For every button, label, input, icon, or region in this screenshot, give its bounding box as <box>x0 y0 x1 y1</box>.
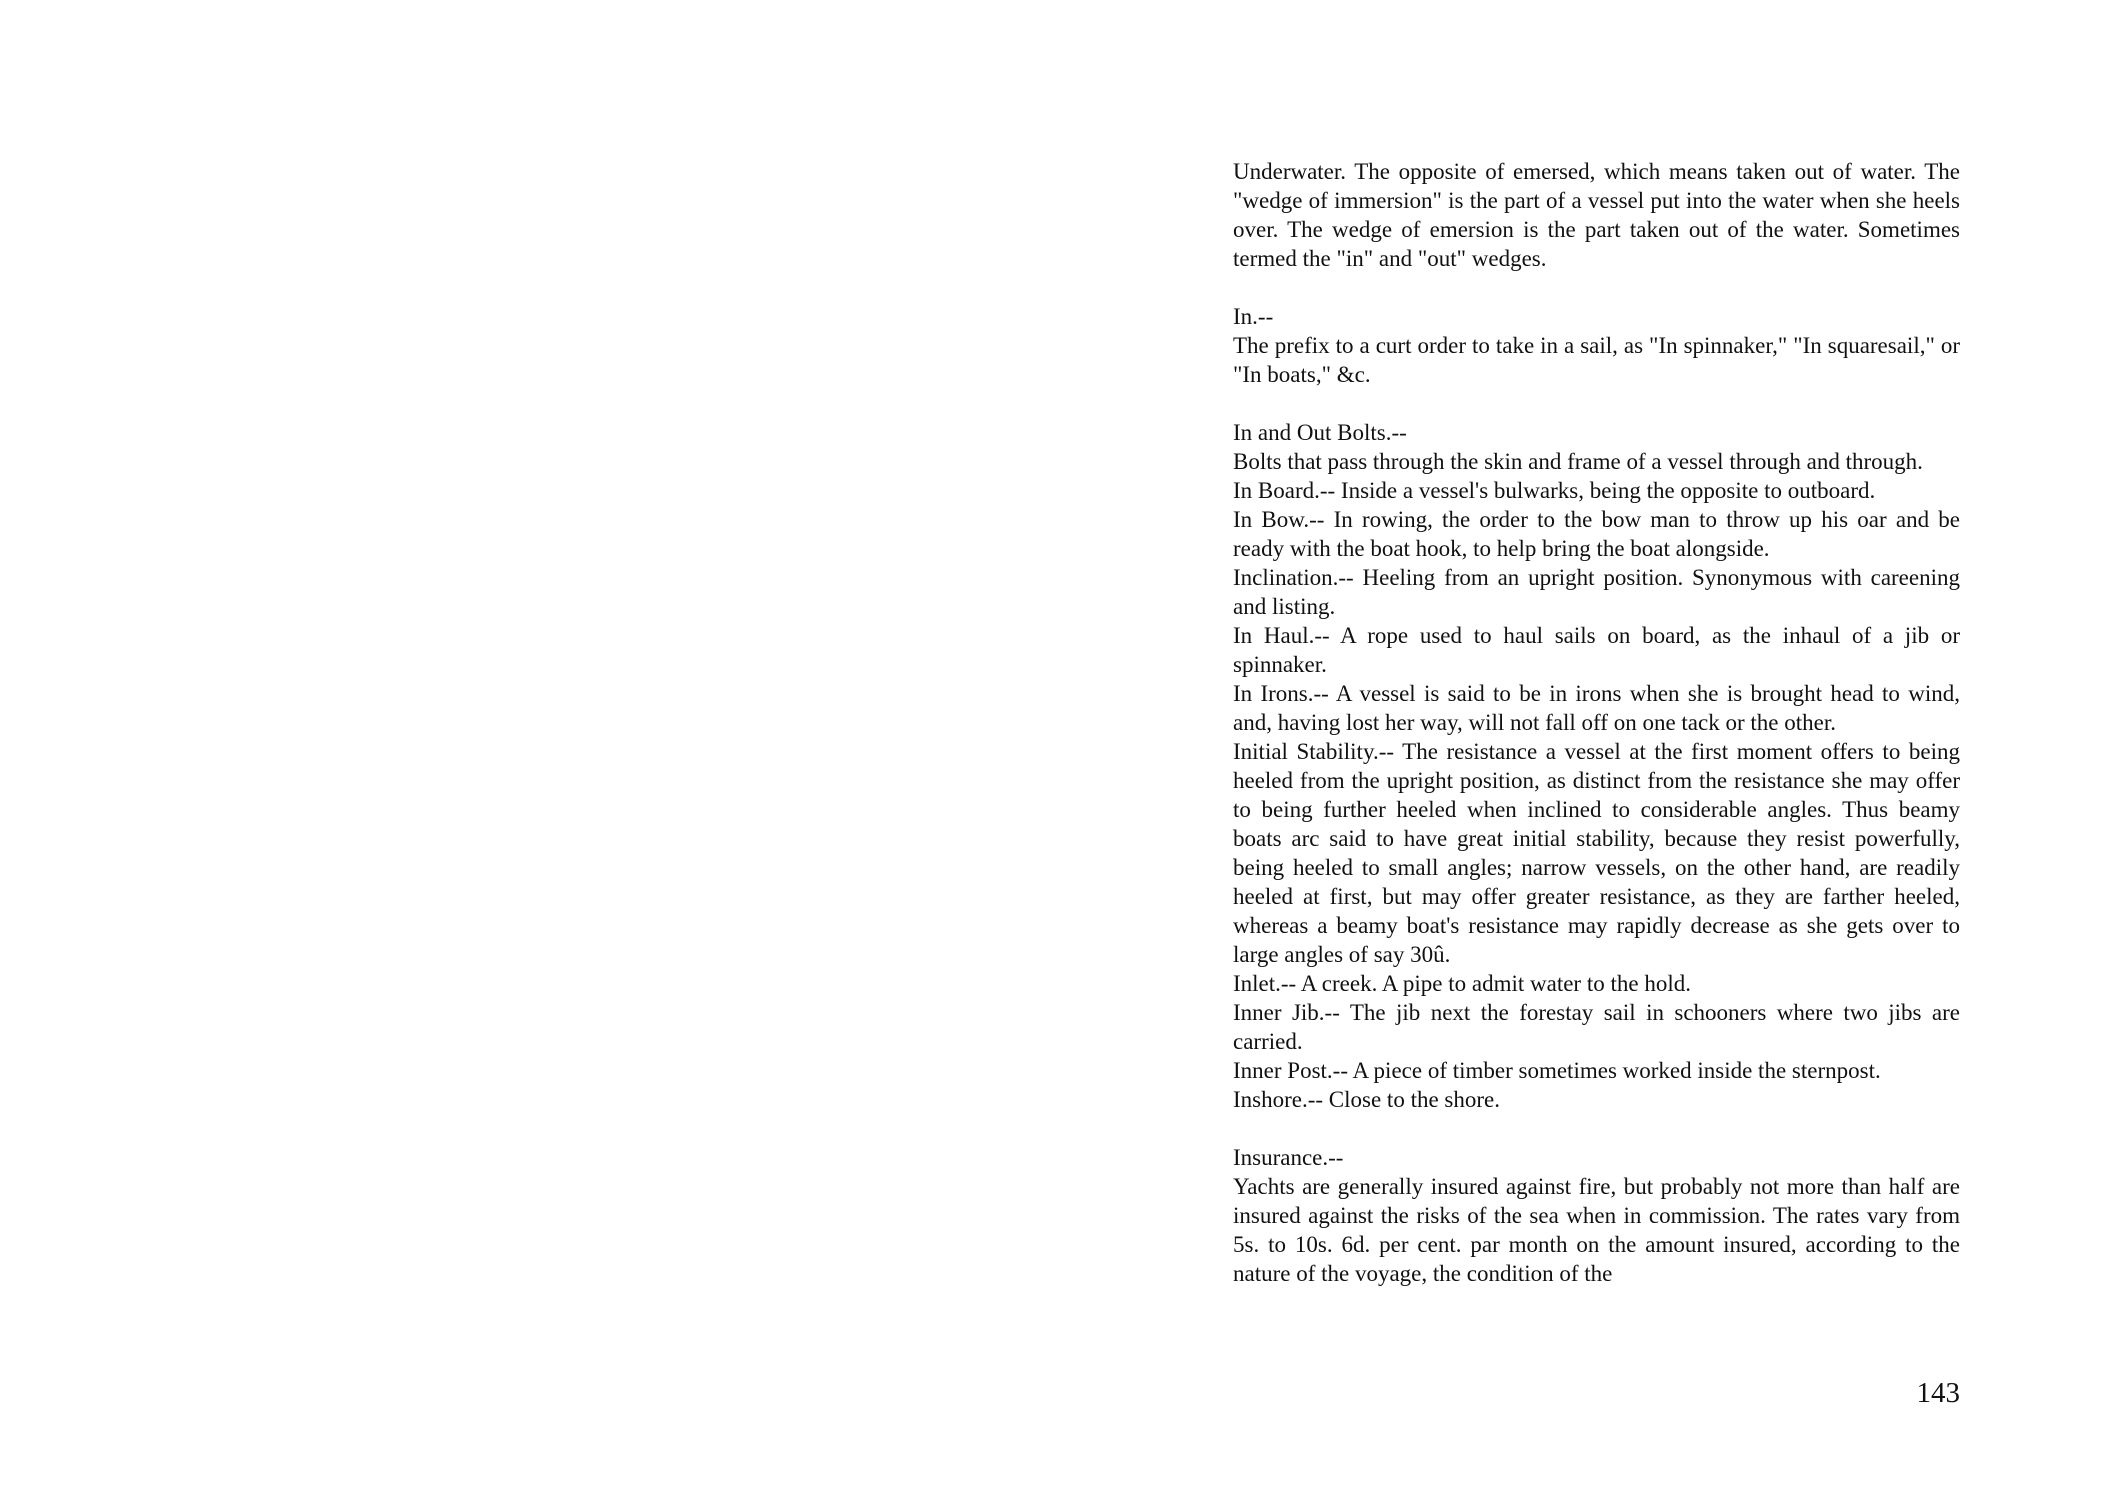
entry-inner-jib: Inner Jib.-- The jib next the forestay sail in schooners where two jibs are carried. <box>1233 1000 1960 1054</box>
paragraph-gap <box>1233 389 1960 418</box>
entry-heading-in-and-out-bolts: In and Out Bolts.-- <box>1233 420 1407 445</box>
paragraph-in-definition: The prefix to a curt order to take in a sail, as "In spinnaker," "In squaresail," or "In boats," &c. <box>1233 333 1960 387</box>
entry-in-board: In Board.-- Inside a vessel's bulwarks, being the opposite to outboard. <box>1233 478 1876 503</box>
paragraph-insurance-definition: Yachts are generally insured against fire, but probably not more than half are insured against the risks of the sea when in commission. The rates vary from 5s. to 10s. 6d. per cent. par month on the amount insured, according to the nature of the voyage, the condition of the <box>1233 1174 1960 1286</box>
entry-in-irons: In Irons.-- A vessel is said to be in irons when she is brought head to wind, and, having lost her way, will not fall off on one tack or the other. <box>1233 681 1960 735</box>
left-page-blank <box>0 0 1052 1489</box>
entry-initial-stability: Initial Stability.-- The resistance a vessel at the first moment offers to being heeled from the upright position, as distinct from the resistance she may offer to being further heeled when inclined to considerable angles. Thus beamy boats arc said to have great initial stability, because they resist powerfully, being heeled to small angles; narrow vessels, on the other hand, are readily heeled at first, but may offer greater resistance, as they are farther heeled, whereas a beamy boat's resistance may rapidly decrease as she gets over to large angles of say 30û. <box>1233 739 1960 967</box>
paragraph-gap <box>1233 1114 1960 1143</box>
paragraph-bolts-definition: Bolts that pass through the skin and frame of a vessel through and through. <box>1233 449 1923 474</box>
page-number: 143 <box>1916 1377 1960 1409</box>
paragraph-underwater: Underwater. The opposite of emersed, which means taken out of water. The "wedge of immersion" is the part of a vessel put into the water when she heels over. The wedge of emersion is the part taken out of the water. Sometimes termed the "in" and "out" wedges. <box>1233 159 1960 271</box>
entry-inner-post: Inner Post.-- A piece of timber sometimes worked inside the sternpost. <box>1233 1058 1881 1083</box>
text-column <box>1233 157 1960 1288</box>
entry-in-bow: In Bow.-- In rowing, the order to the bow man to throw up his oar and be ready with the boat hook, to help bring the boat alongside. <box>1233 507 1960 561</box>
entry-inlet: Inlet.-- A creek. A pipe to admit water to the hold. <box>1233 971 1691 996</box>
entry-in-haul: In Haul.-- A rope used to haul sails on board, as the inhaul of a jib or spinnaker. <box>1233 623 1960 677</box>
entry-inshore: Inshore.-- Close to the shore. <box>1233 1087 1500 1112</box>
paragraph-gap <box>1233 273 1960 302</box>
entry-inclination: Inclination.-- Heeling from an upright position. Synonymous with careening and listing. <box>1233 565 1960 619</box>
entry-heading-in: In.-- <box>1233 304 1274 329</box>
entry-heading-insurance: Insurance.-- <box>1233 1145 1344 1170</box>
